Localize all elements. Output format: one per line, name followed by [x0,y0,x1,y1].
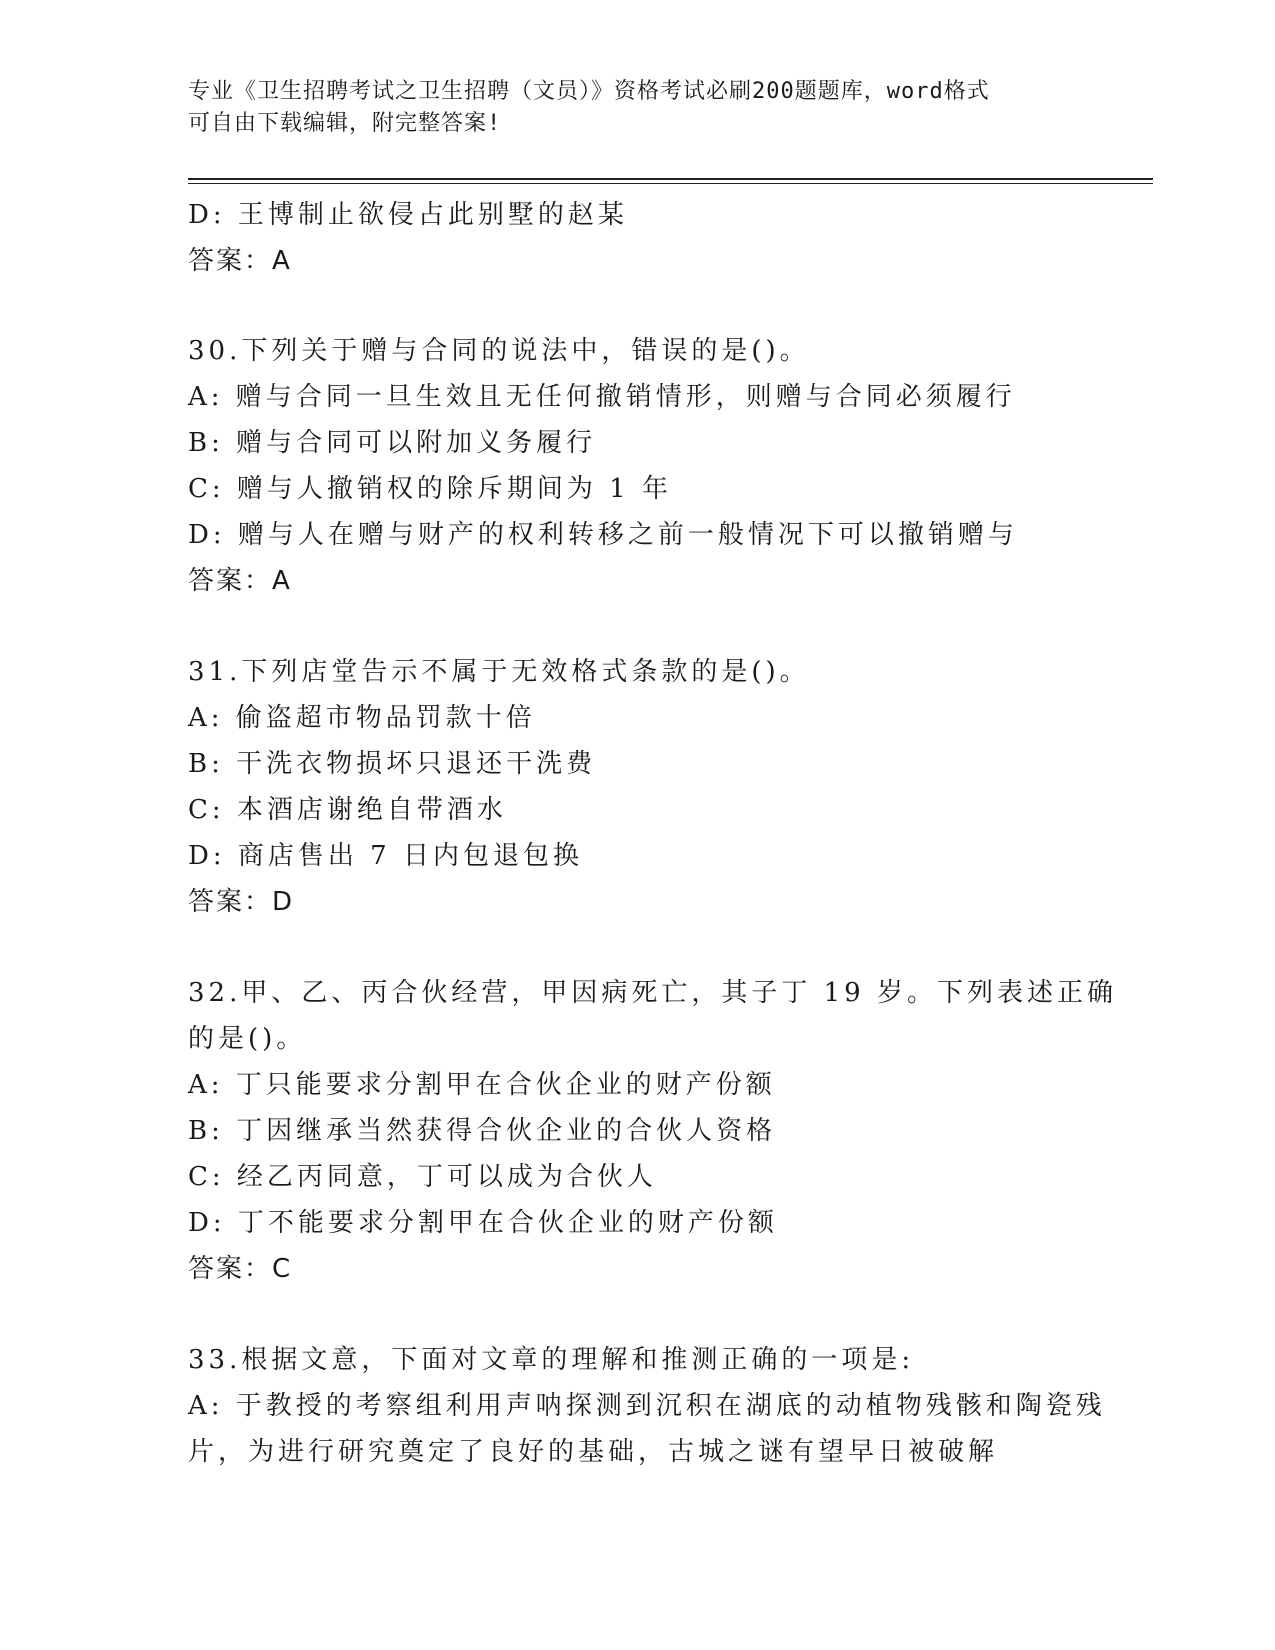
answer: 答案：C [188,1254,293,1284]
question-29-tail [188,192,1088,284]
question-stem: 33.根据文意，下面对文章的理解和推测正确的一项是: [188,1345,915,1375]
option-a: A: 丁只能要求分割甲在合伙企业的财产份额 [188,1070,776,1100]
header-divider-thick [188,178,1153,180]
option-c: C: 本酒店谢绝自带酒水 [188,795,507,825]
option-d: D: 商店售出 7 日内包退包换 [188,841,583,871]
question-stem-line-1: 32.甲、乙、丙合伙经营，甲因病死亡，其子丁 19 岁。下列表述正确 [188,978,1117,1008]
question-stem: 30.下列关于赠与合同的说法中，错误的是()。 [188,336,810,366]
header-line-2: 可自由下载编辑，附完整答案! [188,111,502,136]
question-30 [188,328,1088,604]
option-a: A: 赠与合同一旦生效且无任何撤销情形，则赠与合同必须履行 [188,382,1016,412]
option-a: A: 偷盗超市物品罚款十倍 [188,703,536,733]
option-b: B: 丁因继承当然获得合伙企业的合伙人资格 [188,1116,777,1146]
option-b: B: 赠与合同可以附加义务履行 [188,428,597,458]
option-b: B: 干洗衣物损坏只退还干洗费 [188,749,597,779]
answer: 答案：A [188,566,292,596]
document-header [188,76,1088,140]
document-body [188,192,1117,1475]
header-line-1: 专业《卫生招聘考试之卫生招聘（文员）》资格考试必刷200题题库，word格式 [188,79,990,104]
question-stem-line-2: 的是()。 [188,1024,307,1054]
option-c: C: 经乙丙同意，丁可以成为合伙人 [188,1162,657,1192]
option-c: C: 赠与人撤销权的除斥期间为 1 年 [188,474,672,504]
question-33 [188,1337,1106,1475]
option-a-line-2: 片，为进行研究奠定了良好的基础，古城之谜有望早日被破解 [188,1437,999,1467]
option-d: D: 赠与人在赠与财产的权利转移之前一般情况下可以撤销赠与 [188,520,1018,550]
question-32 [188,970,1117,1292]
option-a-line-1: A: 于教授的考察组利用声呐探测到沉积在湖底的动植物残骸和陶瓷残 [188,1391,1106,1421]
question-31 [188,649,1088,925]
header-divider-thin [188,183,1153,184]
answer: 答案：A [188,246,292,276]
answer: 答案：D [188,887,295,917]
option-d: D: 王博制止欲侵占此别墅的赵某 [188,200,628,230]
option-d: D: 丁不能要求分割甲在合伙企业的财产份额 [188,1208,778,1238]
question-stem: 31.下列店堂告示不属于无效格式条款的是()。 [188,657,810,687]
